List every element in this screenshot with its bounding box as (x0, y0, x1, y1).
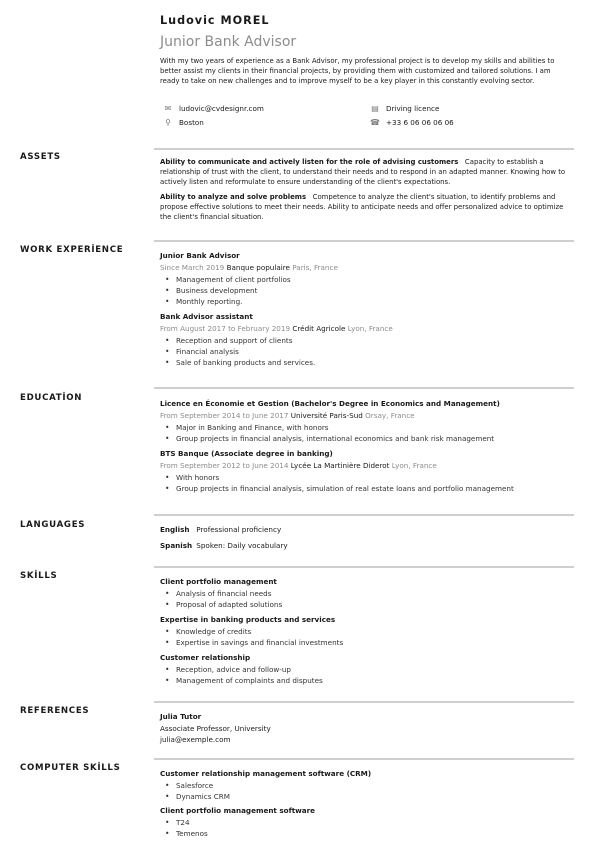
asset-text: Competence to analyze the client's situation, to identify problems and propose effective solutions to meet their needs. Ability to anticipate needs and offer personalized advice to optimize the client's financial situation. (160, 192, 564, 222)
skill-group-title: Expertise in banking products and services (160, 615, 336, 624)
job-title-entry: Bank Advisor assistant (160, 312, 253, 321)
language-name: Spanish (160, 541, 193, 550)
list-item: • Financial analysis (160, 346, 574, 357)
section-title-references: REFERENCES (20, 706, 90, 716)
job-date: Since March 2019 (160, 263, 225, 272)
degree-location: Lyon, France (391, 461, 437, 470)
section-languages (160, 522, 574, 554)
language-row (160, 538, 574, 554)
degree-date: From September 2012 to June 2014 (160, 461, 289, 470)
reference-email[interactable]: julia@exemple.com (160, 735, 231, 744)
degree-details (160, 472, 574, 494)
job-location: Paris, France (292, 263, 338, 272)
section-divider (154, 758, 574, 760)
resume-header (160, 14, 570, 86)
job-meta (160, 323, 574, 335)
skill-list (160, 626, 574, 648)
language-level: Spoken: Daily vocabulary (196, 541, 288, 550)
skill-list (160, 588, 574, 610)
section-divider (154, 148, 574, 150)
section-title-skills: SKİLLS (20, 571, 58, 581)
asset-item (160, 157, 574, 188)
id-card-icon: ▤ (371, 104, 379, 113)
job-location: Lyon, France (347, 324, 393, 333)
job-title: Junior Bank Advisor (160, 34, 297, 50)
list-item: • Management of client portfolios (160, 274, 574, 285)
job-duties (160, 335, 574, 368)
list-item: • Analysis of financial needs (160, 588, 574, 599)
envelope-icon: ✉ (164, 104, 172, 113)
section-divider (154, 514, 574, 516)
list-item: • Temenos (160, 828, 574, 839)
section-title-languages: LANGUAGES (20, 520, 86, 530)
section-divider (154, 566, 574, 568)
job-meta (160, 262, 574, 274)
list-item: • Dynamics CRM (160, 791, 574, 802)
degree-meta (160, 410, 574, 422)
section-title-computer-skills: COMPUTER SKİLLS (20, 763, 121, 773)
software-list (160, 817, 574, 839)
list-item: • T24 (160, 817, 574, 828)
reference-role: Associate Professor, University (160, 724, 271, 733)
profile-summary: With my two years of experience as a Bank Advisor, my professional project is to develop my skills and abilities to better assist my clients in their financial projects, by providing them with customized and tailored solutions. I am ready to take on new challenges and to improve myself to be a key player in this constantly evolving sector. (160, 57, 555, 85)
asset-item (160, 192, 574, 223)
candidate-name: Ludovic MOREL (160, 14, 270, 27)
list-item: • Group projects in financial analysis, simulation of real estate loans and portfolio management (160, 483, 574, 494)
list-item: • With honors (160, 472, 574, 483)
degree-date: From September 2014 to June 2017 (160, 411, 289, 420)
list-item: • Major in Banking and Finance, with honors (160, 422, 574, 433)
phone-icon: ☎ (370, 118, 380, 127)
job-employer: Banque populaire (226, 263, 290, 272)
section-title-assets: ASSETS (20, 152, 61, 162)
section-divider (154, 387, 574, 389)
list-item: • Proposal of adapted solutions (160, 599, 574, 610)
section-divider (154, 240, 574, 242)
job-title-entry: Junior Bank Advisor (160, 251, 240, 260)
asset-title: Ability to communicate and actively listen for the role of advising customers (160, 158, 459, 166)
section-title-education: EDUCATİON (20, 393, 83, 403)
software-group-title: Client portfolio management software (160, 806, 316, 815)
contact-phone-text: +33 6 06 06 06 06 (386, 118, 454, 127)
degree-meta (160, 460, 574, 472)
list-item: • Salesforce (160, 780, 574, 791)
software-group-title: Customer relationship management software (CRM) (160, 769, 372, 778)
list-item: • Reception and support of clients (160, 335, 574, 346)
degree-school: Université Paris-Sud (290, 411, 363, 420)
section-experience (160, 250, 574, 368)
asset-title: Ability to analyze and solve problems (160, 192, 307, 201)
degree-location: Orsay, France (365, 411, 415, 420)
degree-title: BTS Banque (Associate degree in banking) (160, 449, 333, 458)
list-item: • Group projects in financial analysis, international economics and bank risk management (160, 433, 574, 444)
language-name: English (160, 525, 190, 534)
skill-list (160, 664, 574, 686)
section-computer-skills (160, 768, 574, 839)
job-duties (160, 274, 574, 307)
section-skills (160, 576, 574, 686)
list-item: • Business development (160, 285, 574, 296)
language-row (160, 522, 574, 538)
location-pin-icon: ⚲ (165, 118, 171, 127)
asset-text: Capacity to establish a relationship of trust with the client, to understand their needs and to respond in an adapted manner. Knowing how to actively listen and reformulate to ensure understanding of the client's expectations. (160, 158, 566, 187)
list-item: • Sale of banking products and services. (160, 357, 574, 368)
degree-title: Licence en Économie et Gestion (Bachelor's Degree in Economics and Management) (160, 399, 500, 408)
list-item: • Reception, advice and follow-up (160, 664, 574, 675)
section-title-experience: WORK EXPERİENCE (20, 245, 124, 255)
contact-email-text: ludovic@cvdesignr.com (179, 104, 264, 113)
section-divider (154, 701, 574, 703)
job-employer: Crédit Agricole (292, 324, 346, 333)
section-references (160, 711, 574, 745)
contact-info (163, 103, 573, 133)
list-item: • Management of complaints and disputes (160, 675, 574, 686)
section-education (160, 398, 574, 494)
contact-license-text: Driving licence (386, 104, 440, 113)
list-item: • Knowledge of credits (160, 626, 574, 637)
list-item: • Monthly reporting. (160, 296, 574, 307)
job-date: From August 2017 to February 2019 (160, 324, 291, 333)
skill-group-title: Client portfolio management (160, 577, 277, 586)
degree-school: Lycée La Martinière Diderot (290, 461, 390, 470)
reference-name: Julia Tutor (160, 712, 202, 721)
skill-group-title: Customer relationship (160, 653, 251, 662)
section-assets (160, 157, 574, 222)
language-level: Professional proficiency (196, 525, 282, 534)
software-list (160, 780, 574, 802)
list-item: • Expertise in savings and financial investments (160, 637, 574, 648)
contact-location-text: Boston (179, 118, 204, 127)
degree-details (160, 422, 574, 444)
